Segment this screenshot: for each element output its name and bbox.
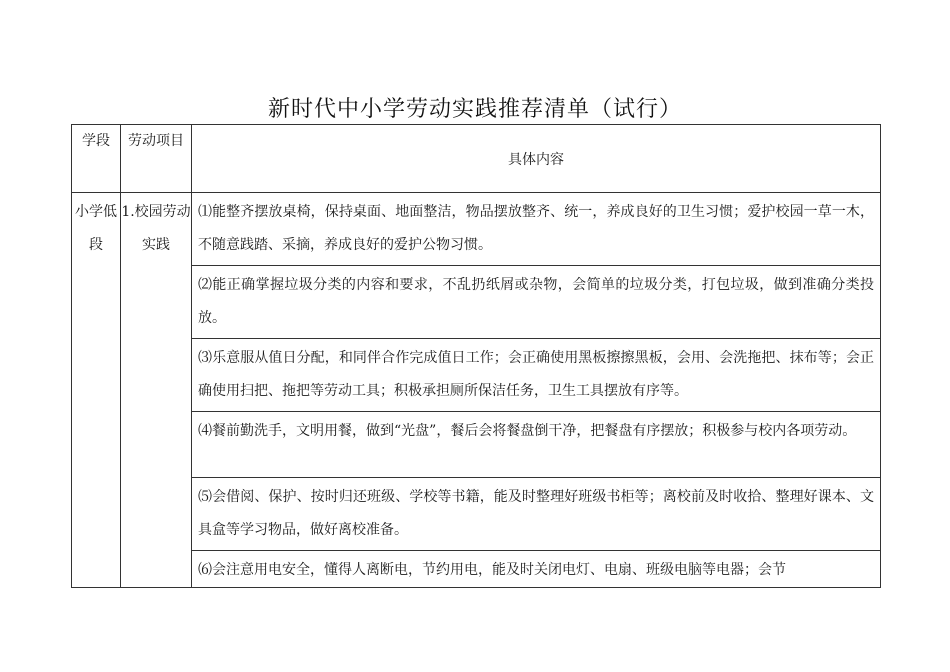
table-header-row (72, 125, 881, 193)
stage-cell: 小学低段 (72, 193, 121, 588)
table-row (72, 412, 881, 478)
table-row (72, 193, 881, 266)
table-row (72, 478, 881, 551)
table-row (72, 266, 881, 339)
table-row (72, 551, 881, 588)
content-item: ⑷餐前勤洗手，文明用餐，做到“光盘”，餐后会将餐盘倒干净，把餐盘有序摆放；积极参与校内各项劳动。 (192, 412, 881, 478)
page-title: 新时代中小学劳动实践推荐清单（试行） (267, 97, 682, 122)
header-content: 具体内容 (192, 125, 881, 193)
content-item: ⑸会借阅、保护、按时归还班级、学校等书籍，能及时整理好班级书柜等；离校前及时收拾、整理好课本、文具盒等学习物品，做好离校准备。 (192, 478, 881, 551)
header-stage: 学段 (72, 125, 121, 193)
content-item: ⑵能正确掌握垃圾分类的内容和要求，不乱扔纸屑或杂物，会简单的垃圾分类，打包垃圾，做到准确分类投放。 (192, 266, 881, 339)
content-item: ⑴能整齐摆放桌椅，保持桌面、地面整洁，物品摆放整齐、统一，养成良好的卫生习惯；爱护校园一草一木，不随意践踏、采摘，养成良好的爱护公物习惯。 (192, 193, 881, 266)
content-item: ⑹会注意用电安全，懂得人离断电，节约用电，能及时关闭电灯、电扇、班级电脑等电器；会节 (192, 551, 881, 588)
project-cell: 1.校园劳动实践 (121, 193, 192, 588)
header-project: 劳动项目 (121, 125, 192, 193)
table-row (72, 339, 881, 412)
content-item: ⑶乐意服从值日分配，和同伴合作完成值日工作；会正确使用黑板擦擦黑板，会用、会洗拖把、抹布等；会正确使用扫把、拖把等劳动工具；积极承担厕所保洁任务，卫生工具摆放有序等。 (192, 339, 881, 412)
labor-list-table (71, 124, 881, 588)
